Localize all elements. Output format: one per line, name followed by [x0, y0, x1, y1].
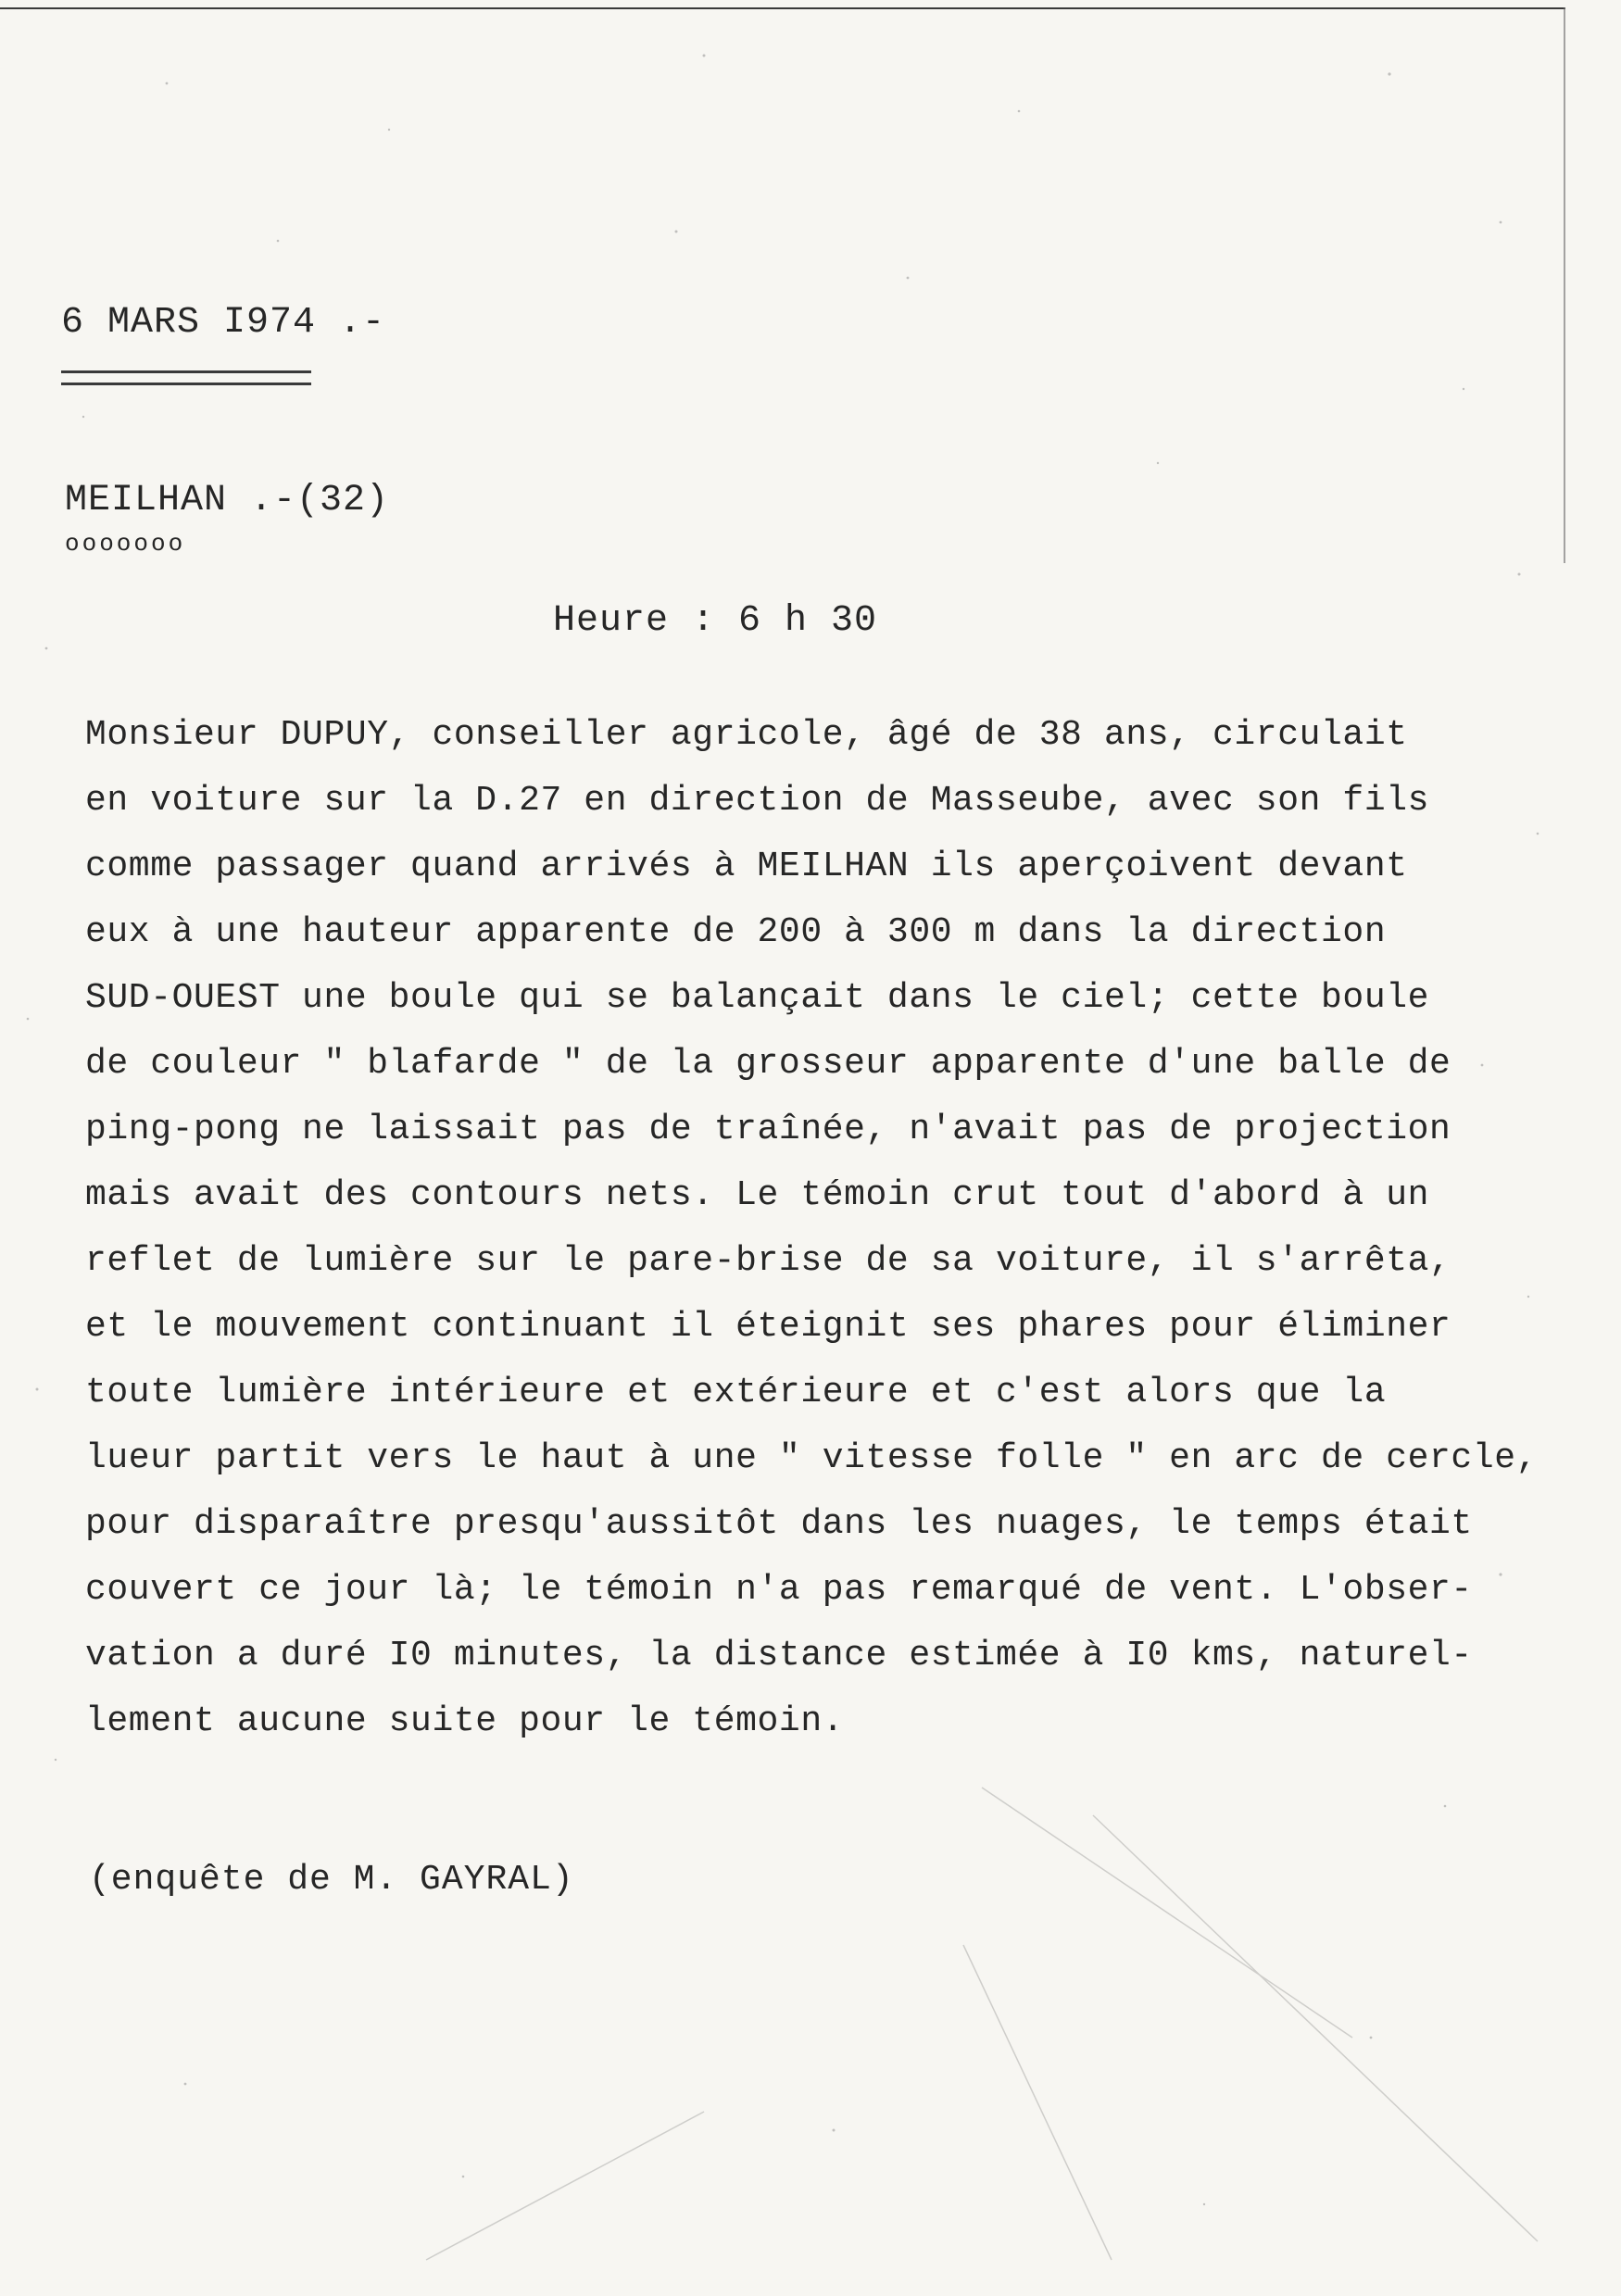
- body-line: mais avait des contours nets. Le témoin crut tout d'abord à un: [85, 1175, 1430, 1215]
- body-line: en voiture sur la D.27 en direction de Masseube, avec son fils: [85, 781, 1430, 821]
- time-heading: Heure : 6 h 30: [553, 600, 878, 642]
- body-line: reflet de lumière sur le pare-brise de sa voiture, il s'arrêta,: [85, 1241, 1451, 1281]
- page-top-edge: [0, 7, 1565, 9]
- body-line: comme passager quand arrivés à MEILHAN ils aperçoivent devant: [85, 847, 1408, 886]
- body-line: couvert ce jour là; le témoin n'a pas remarqué de vent. L'obser-: [85, 1570, 1473, 1610]
- body-line: lueur partit vers le haut à une " vitesse folle " en arc de cercle,: [85, 1438, 1539, 1478]
- body-line: de couleur " blafarde " de la grosseur apparente d'une balle de: [85, 1044, 1451, 1084]
- investigator-signature: (enquête de M. GAYRAL): [89, 1860, 574, 1900]
- body-line: SUD-OUEST une boule qui se balançait dans le ciel; cette boule: [85, 978, 1430, 1018]
- page-right-edge: [1564, 7, 1565, 563]
- body-line: ping-pong ne laissait pas de traînée, n'avait pas de projection: [85, 1110, 1451, 1149]
- body-line: lement aucune suite pour le témoin.: [85, 1701, 845, 1741]
- body-line: Monsieur DUPUY, conseiller agricole, âgé de 38 ans, circulait: [85, 715, 1408, 755]
- date-heading: 6 MARS I974 .-: [61, 302, 386, 344]
- body-line: pour disparaître presqu'aussitôt dans les nuages, le temps était: [85, 1504, 1473, 1544]
- place-heading: MEILHAN .-(32): [65, 480, 390, 521]
- body-line: eux à une hauteur apparente de 200 à 300 m dans la direction: [85, 912, 1387, 952]
- place-underline: ooooooo: [65, 530, 186, 558]
- date-underline: [61, 370, 311, 385]
- body-line: toute lumière intérieure et extérieure et c'est alors que la: [85, 1373, 1387, 1412]
- body-line: vation a duré I0 minutes, la distance estimée à I0 kms, naturel-: [85, 1636, 1473, 1675]
- body-line: et le mouvement continuant il éteignit ses phares pour éliminer: [85, 1307, 1451, 1347]
